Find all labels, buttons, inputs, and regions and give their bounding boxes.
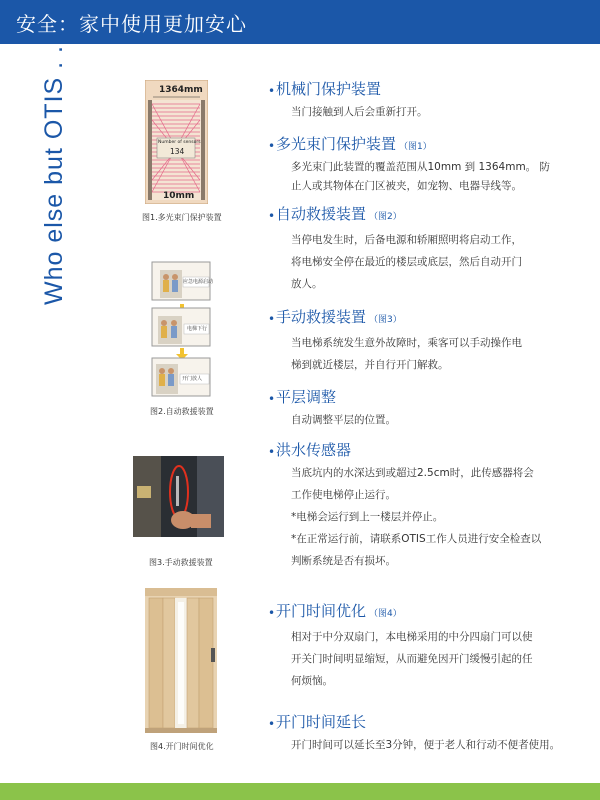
four-panel-door-illustration xyxy=(145,588,217,733)
section-body: 当停电发生时，后备电源和轿厢照明将启动工作， 将电梯安全停在最近的楼层或底层，然后自动开门 放人。 xyxy=(291,234,522,290)
bullet-icon: • xyxy=(268,312,276,326)
figure-2-auto-rescue xyxy=(150,260,214,398)
section-manual-rescue xyxy=(268,308,566,376)
figure-4-door-time xyxy=(145,588,217,733)
bullet-icon: • xyxy=(268,209,276,223)
figure-2-caption: 图2.自动救援装置 xyxy=(150,407,214,416)
figure-3-caption: 图3.手动救援装置 xyxy=(149,558,213,567)
section-title: 手动救援装置 （图3） xyxy=(276,308,402,326)
figure-3-manual-rescue xyxy=(133,456,224,537)
bullet-icon: • xyxy=(268,139,276,153)
section-title: 洪水传感器 xyxy=(276,441,352,459)
sidebar-tagline: Who else but OTIS . . . xyxy=(40,29,68,305)
section-mechanical-door xyxy=(268,80,566,123)
manual-rescue-photo xyxy=(133,456,224,537)
section-title: 机械门保护装置 xyxy=(276,80,382,98)
figure-1-multibeam-door xyxy=(145,80,208,204)
sensor-bottom-label: 10mm xyxy=(163,191,195,201)
footer-bar xyxy=(0,783,600,800)
bullet-icon: • xyxy=(268,445,276,459)
bullet-icon: • xyxy=(268,392,276,406)
sensor-count-value: 134 xyxy=(170,147,185,156)
section-title: 自动救援装置 （图2） xyxy=(276,205,402,223)
section-body: 相对于中分双扇门，本电梯采用的中分四扇门可以使 开关门时间明显缩短，从而避免因开门缓慢引起的任 何烦恼。 xyxy=(291,631,533,687)
section-body: 开门时间可以延长至3分钟，便于老人和行动不便者使用。 xyxy=(291,739,561,751)
section-title: 开门时间延长 xyxy=(276,713,367,731)
figure-4-caption: 图4.开门时间优化 xyxy=(150,742,214,751)
section-door-time-optimize xyxy=(268,602,566,692)
section-title: 平层调整 xyxy=(276,388,337,406)
bullet-icon: • xyxy=(268,606,276,620)
section-title: 开门时间优化 （图4） xyxy=(276,602,402,620)
sensor-width-label: 1364mm xyxy=(159,85,203,95)
section-body: 自动调整平层的位置。 xyxy=(291,414,396,426)
header-bar xyxy=(0,0,600,44)
section-body: 当底坑内的水深达到或超过2.5cm时，此传感器将会 工作使电梯停止运行。 *电梯会运行到上一楼层并停止。 *在正常运行前，请联系OTIS工作人员进行安全检查以 判断系统是否有损坏。 xyxy=(291,467,542,567)
figure-1-caption: 图1.多光束门保护装置 xyxy=(142,213,222,222)
section-body: 多光束门此装置的覆盖范围从10mm 到 1364mm。 防 止人或其物体在门区被夹，如宠物、电器导线等。 xyxy=(291,161,551,192)
sensor-count-label: Number of sensors xyxy=(158,140,201,145)
panel-label-descend: 电梯下行 xyxy=(187,326,208,332)
section-body: 当电梯系统发生意外故障时，乘客可以手动操作电 梯到就近楼层，并自行开门解救。 xyxy=(291,337,522,371)
bullet-icon: • xyxy=(268,717,276,731)
bullet-icon: • xyxy=(268,84,276,98)
section-leveling xyxy=(268,388,566,431)
section-multibeam xyxy=(268,135,566,196)
panel-label-power: 应急电源启动 xyxy=(183,279,214,285)
section-flood-sensor xyxy=(268,441,566,572)
section-door-time-extend xyxy=(268,713,581,756)
section-body: 当门接触到人后会重新打开。 xyxy=(291,106,428,118)
page-title: 安全：家中使用更加安心 xyxy=(16,12,247,36)
section-auto-rescue xyxy=(268,205,566,295)
panel-label-open: 开门放人 xyxy=(182,376,203,382)
section-title: 多光束门保护装置 （图1） xyxy=(276,135,432,153)
